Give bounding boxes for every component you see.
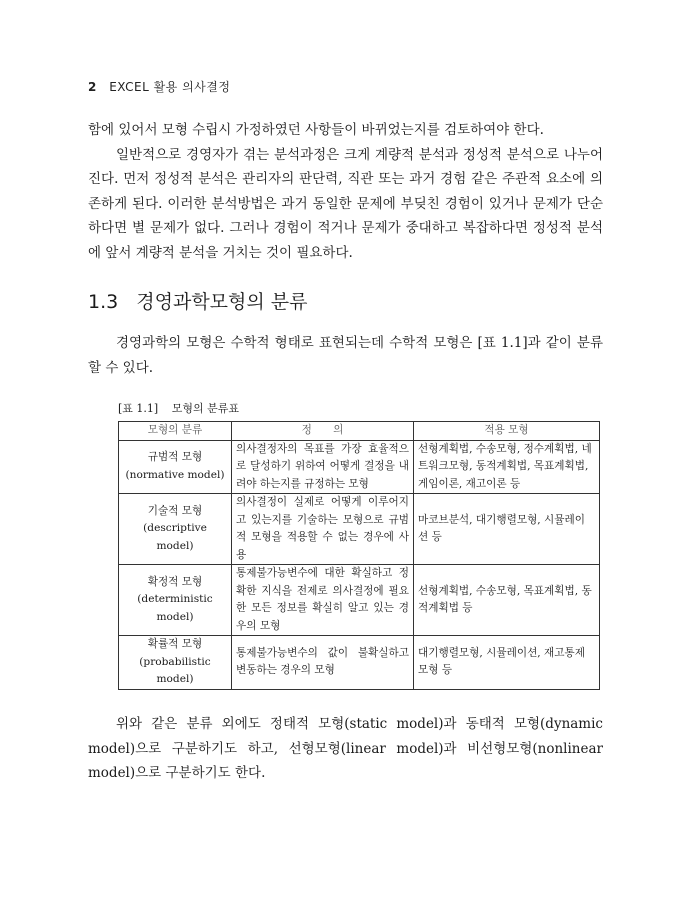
model-type-cell [119, 636, 232, 690]
closing-text: 위와 같은 분류 외에도 정태적 모형(static model)과 동태적 모형(dynamic model)으로 구분하기도 하고, 선형모형(linear model)과 비선형모형(nonlinear model)으로 구분하기도 한다. [88, 716, 603, 781]
model-type-ko: 규범적 모형 [147, 451, 203, 464]
header-definition: 정 의 [232, 422, 414, 441]
model-type-ko: 확률적 모형 [147, 638, 203, 650]
page-number: 2 [88, 80, 97, 94]
table-caption-title: 모형의 분류표 [171, 402, 239, 415]
section-intro [88, 331, 603, 380]
model-type-ko: 확정적 모형 [147, 575, 203, 588]
applications-cell: 대기행렬모형, 시뮬레이션, 재고통제모형 등 [414, 636, 600, 690]
definition-cell: 통제불가능변수의 값이 불확실하고 변동하는 경우의 모형 [232, 636, 414, 690]
model-type-cell [119, 440, 232, 494]
definition-cell: 의사결정자의 목표를 가장 효율적으로 달성하기 위하여 어떻게 결정을 내려야 하는지를 규정하는 모형 [232, 440, 414, 494]
header-applications: 적용 모형 [414, 422, 600, 441]
model-type-en: (normative model) [125, 468, 225, 481]
model-type-cell [119, 494, 232, 565]
closing-paragraph [88, 712, 603, 786]
intro-line-continued: 함에 있어서 모형 수립시 가정하였던 사항들이 바뀌었는지를 검토하여야 한다. [88, 122, 544, 138]
table-row [119, 494, 600, 565]
model-classification-table [118, 421, 600, 690]
intro-paragraphs [88, 118, 603, 265]
section-intro-text: 경영과학의 모형은 수학적 형태로 표현되는데 수학적 모형은 [표 1.1]과 같이 분류할 수 있다. [88, 335, 603, 376]
table-row [119, 440, 600, 494]
applications-cell: 선형계획법, 수송모형, 정수계획법, 네트워크모형, 동적계획법, 목표계획법, 게임이론, 재고이론 등 [414, 440, 600, 494]
table-row [119, 565, 600, 636]
applications-cell: 마코브분석, 대기행렬모형, 시뮬레이션 등 [414, 494, 600, 565]
intro-paragraph-analysis: 일반적으로 경영자가 겪는 분석과정은 크게 계량적 분석과 정성적 분석으로 나누어진다. 먼저 정성적 분석은 관리자의 판단력, 직관 또는 과거 경험 같은 주관적 요소에 의존하게 된다. 이러한 분석방법은 과거 동일한 문제에 부딪친 경험이 있거나 문제가 단순하다면 별 문제가 없다. 그러나 경험이 적거나 문제가 중대하고 복잡하다면 정성적 분석에 앞서 계량적 분석을 거치는 것이 필요하다. [88, 146, 603, 261]
book-title: EXCEL 활용 의사결정 [109, 80, 231, 94]
model-type-ko: 기술적 모형 [147, 504, 203, 517]
model-type-en: (deterministic model) [137, 593, 213, 623]
applications-cell: 선형계획법, 수송모형, 목표계획법, 동적계획법 등 [414, 565, 600, 636]
definition-cell: 의사결정이 실제로 어떻게 이루어지고 있는지를 기술하는 모형으로 규범적 모형을 적용할 수 없는 경우에 사용 [232, 494, 414, 565]
model-type-en: (probabilistic model) [139, 655, 211, 685]
section-heading [88, 287, 308, 314]
section-title: 경영과학모형의 분류 [136, 291, 308, 313]
table-header-row [119, 422, 600, 441]
table-caption [118, 400, 239, 416]
running-header [88, 78, 230, 95]
section-number: 1.3 [88, 291, 119, 313]
model-type-en: (descriptive model) [143, 522, 207, 552]
model-type-cell [119, 565, 232, 636]
table-row [119, 636, 600, 690]
definition-cell: 통제불가능변수에 대한 확실하고 정확한 지식을 전제로 의사결정에 필요한 모든 정보를 확실히 알고 있는 경우의 모형 [232, 565, 414, 636]
header-model-type: 모형의 분류 [119, 422, 232, 441]
table-caption-number: [표 1.1] [118, 402, 159, 415]
